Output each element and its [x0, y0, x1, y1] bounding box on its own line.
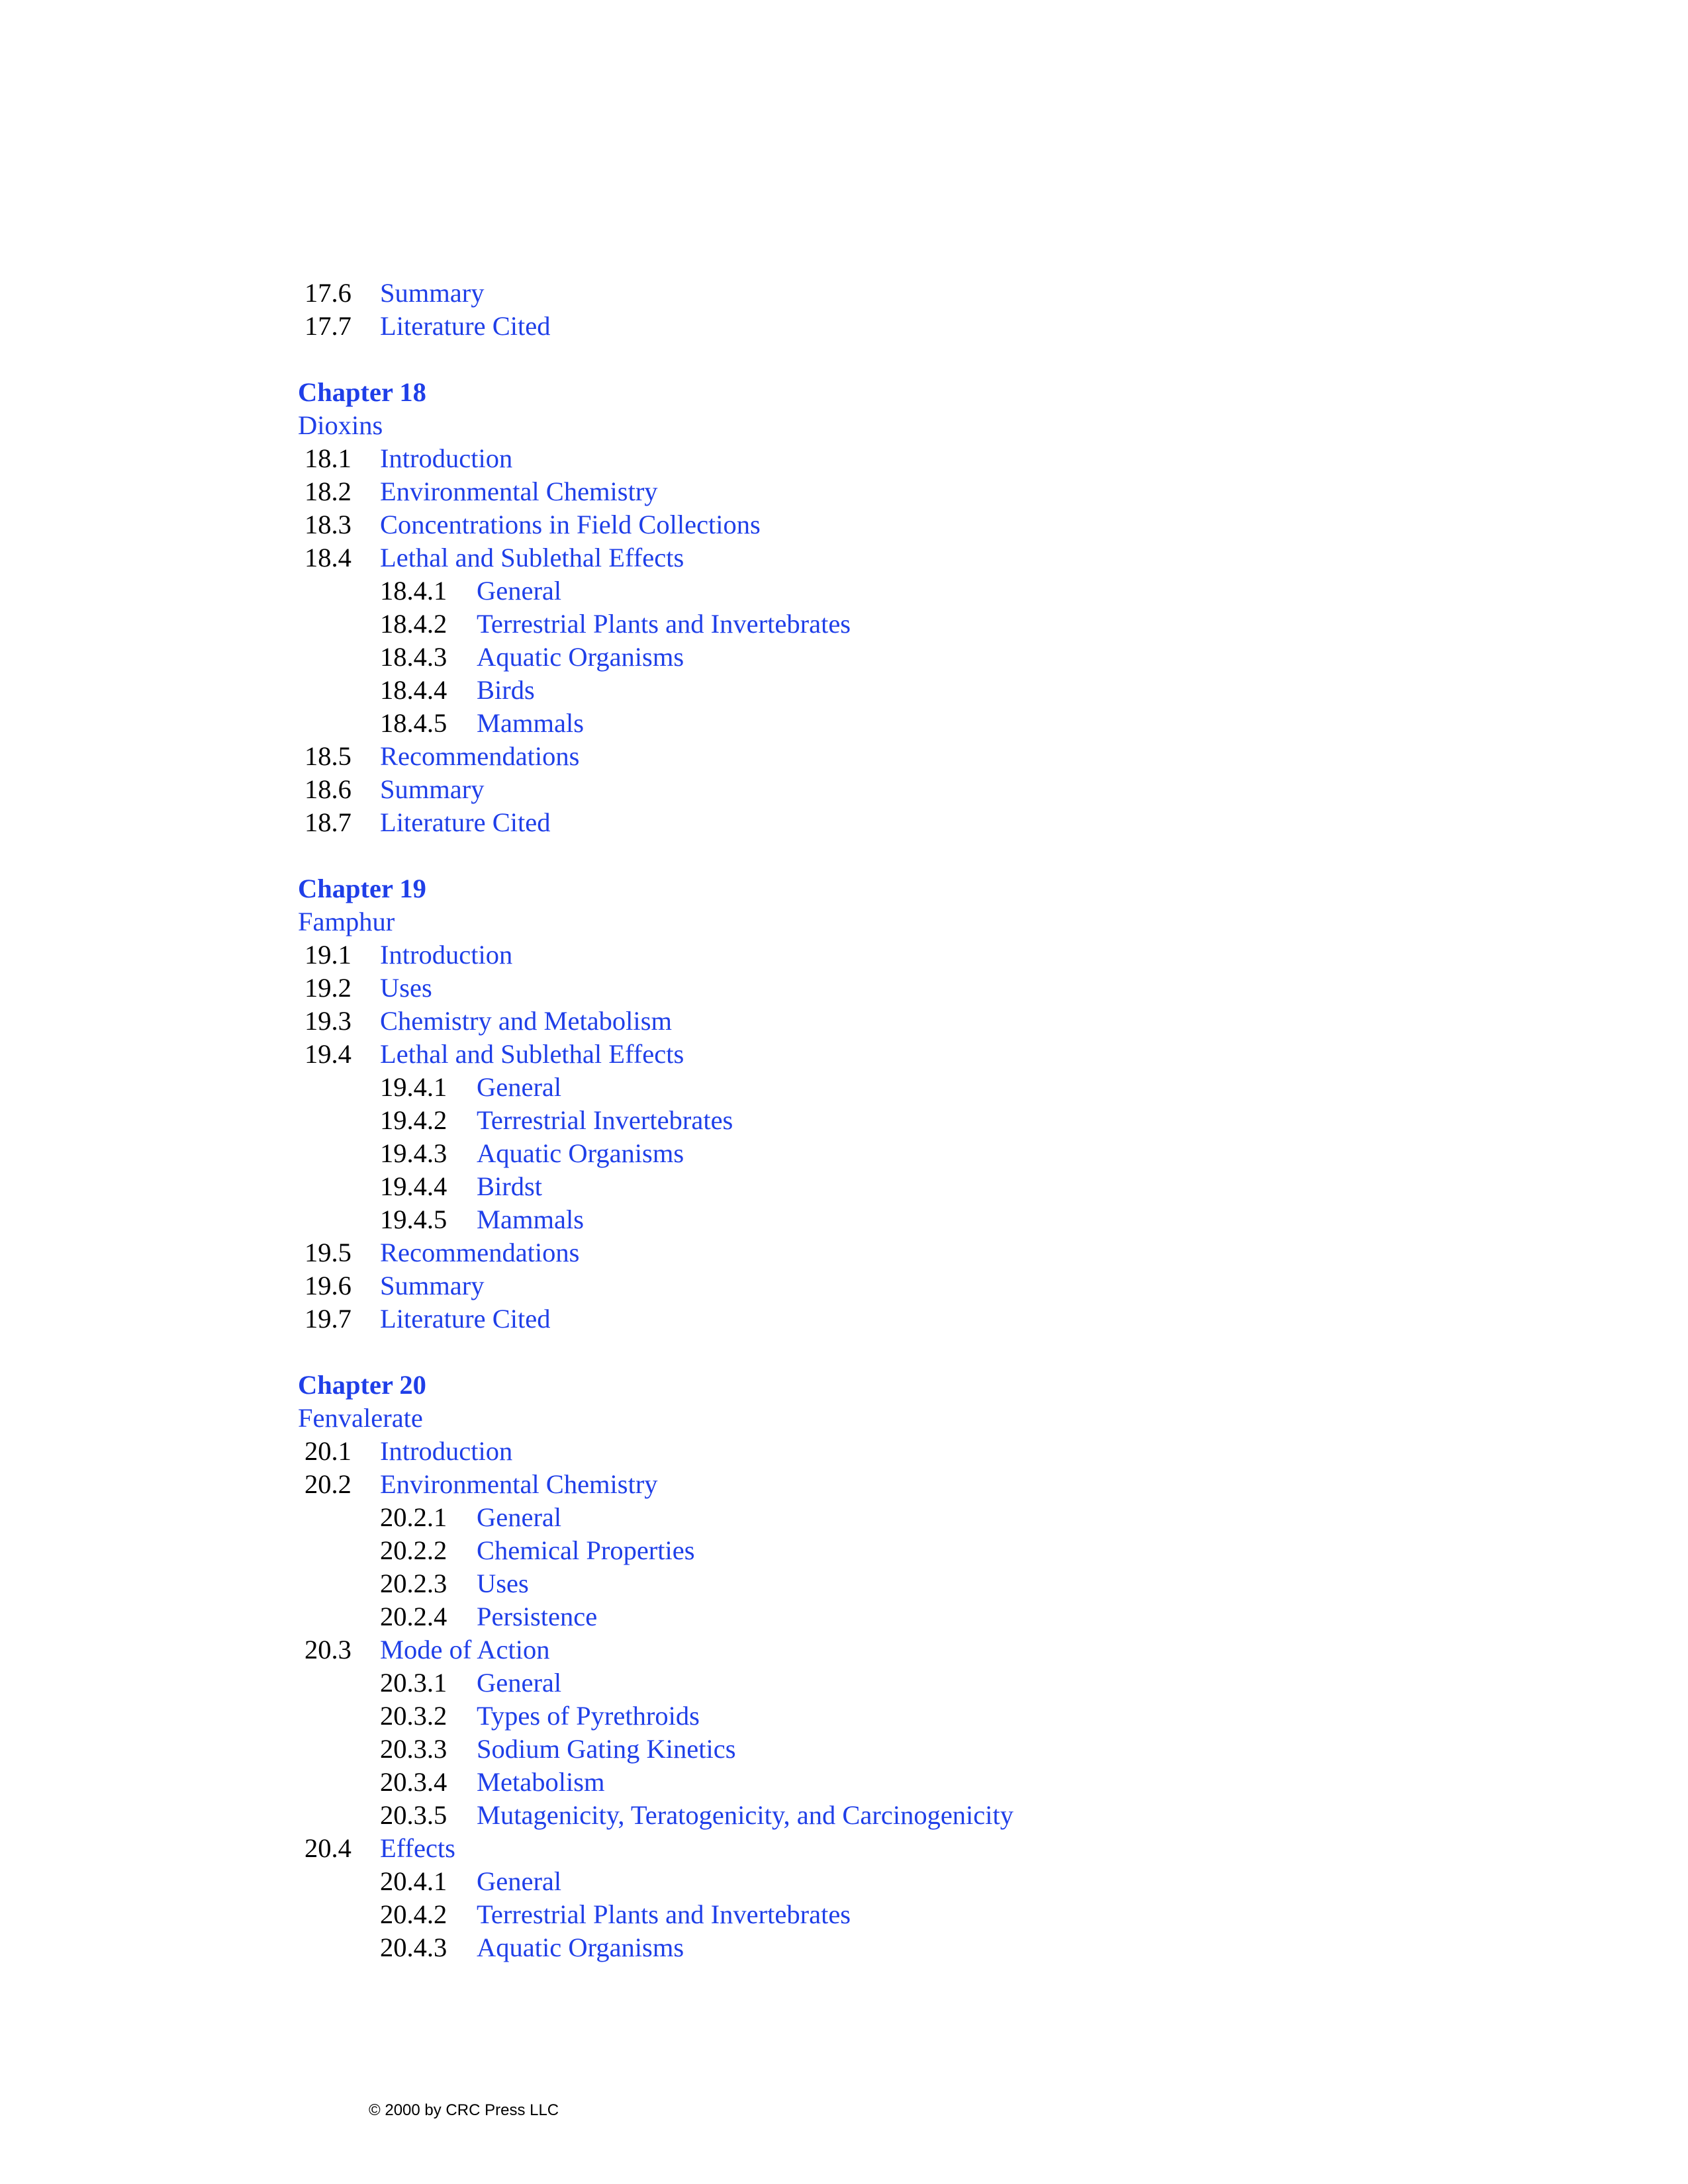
toc-entry-link[interactable]: Lethal and Sublethal Effects [380, 1039, 684, 1069]
toc-entry-number: 18.4 [305, 543, 352, 572]
toc-entry-number: 19.4.5 [380, 1205, 447, 1234]
toc-entry-link[interactable]: Introduction [380, 443, 513, 473]
chapter-title-link[interactable]: Famphur [298, 907, 395, 936]
toc-entry-number: 20.3.3 [380, 1734, 447, 1764]
toc-entry-link[interactable]: Summary [380, 278, 485, 308]
toc-entry-number: 18.2 [305, 477, 352, 506]
toc-entry-number: 18.4.4 [380, 675, 447, 705]
toc-entry-number: 19.4.1 [380, 1072, 447, 1102]
toc-entry-link[interactable]: Summary [380, 1271, 485, 1300]
chapter-title-link[interactable]: Dioxins [298, 410, 383, 440]
toc-entry-link[interactable]: Types of Pyrethroids [477, 1701, 700, 1731]
toc-entry-link[interactable]: General [477, 576, 562, 606]
toc-entry-number: 18.4.2 [380, 609, 447, 639]
toc-entry-number: 17.6 [305, 278, 352, 308]
toc-entry-number: 20.1 [305, 1436, 352, 1466]
toc-entry-link[interactable]: Aquatic Organisms [477, 1138, 684, 1168]
toc-entry-link[interactable]: Environmental Chemistry [380, 1469, 658, 1499]
toc-entry-link[interactable]: Literature Cited [380, 807, 551, 837]
toc-entry-link[interactable]: Mammals [477, 1205, 584, 1234]
toc-entry-number: 19.3 [305, 1006, 352, 1036]
toc-entry-link[interactable]: Summary [380, 774, 485, 804]
toc-entry-link[interactable]: Sodium Gating Kinetics [477, 1734, 736, 1764]
toc-entry-link[interactable]: Metabolism [477, 1767, 605, 1797]
chapter-label-link[interactable]: Chapter 20 [298, 1370, 426, 1400]
toc-entry-number: 18.1 [305, 443, 352, 473]
toc-entry-number: 20.2.1 [380, 1502, 447, 1532]
toc-entry-number: 18.7 [305, 807, 352, 837]
toc-entry-link[interactable]: General [477, 1668, 562, 1698]
toc-entry-number: 20.3.2 [380, 1701, 447, 1731]
toc-entry-number: 19.1 [305, 940, 352, 970]
toc-entry-link[interactable]: Literature Cited [380, 1304, 551, 1334]
chapter-label-link[interactable]: Chapter 19 [298, 874, 426, 903]
toc-entry-number: 18.6 [305, 774, 352, 804]
toc-entry-link[interactable]: General [477, 1866, 562, 1896]
toc-entry-number: 18.4.1 [380, 576, 447, 606]
toc-entry-number: 20.2 [305, 1469, 352, 1499]
toc-entry-number: 19.2 [305, 973, 352, 1003]
toc-entry-number: 18.4.5 [380, 708, 447, 738]
toc-entry-link[interactable]: Chemistry and Metabolism [380, 1006, 672, 1036]
toc-entry-link[interactable]: Concentrations in Field Collections [380, 510, 761, 539]
toc-entry-link[interactable]: General [477, 1072, 562, 1102]
chapter-title-link[interactable]: Fenvalerate [298, 1403, 423, 1433]
toc-entry-number: 19.5 [305, 1238, 352, 1267]
toc-entry-link[interactable]: Terrestrial Plants and Invertebrates [477, 609, 851, 639]
toc-entry-link[interactable]: Mutagenicity, Teratogenicity, and Carcinogenicity [477, 1800, 1014, 1830]
toc-entry-number: 18.3 [305, 510, 352, 539]
toc-entry-link[interactable]: Lethal and Sublethal Effects [380, 543, 684, 572]
toc-entry-link[interactable]: Aquatic Organisms [477, 1933, 684, 1962]
toc-entry-link[interactable]: Environmental Chemistry [380, 477, 658, 506]
toc-entry-link[interactable]: Introduction [380, 1436, 513, 1466]
toc-entry-link[interactable]: Recommendations [380, 741, 580, 771]
toc-entry-link[interactable]: Uses [477, 1569, 529, 1598]
toc-entry-number: 19.4.2 [380, 1105, 447, 1135]
toc-entry-number: 20.2.3 [380, 1569, 447, 1598]
toc-entry-number: 19.7 [305, 1304, 352, 1334]
toc-entry-number: 18.4.3 [380, 642, 447, 672]
toc-entry-number: 19.4.4 [380, 1171, 447, 1201]
toc-entry-link[interactable]: Literature Cited [380, 311, 551, 341]
toc-entry-number: 20.3.4 [380, 1767, 447, 1797]
toc-entry-number: 20.3 [305, 1635, 352, 1664]
toc-entry-link[interactable]: Persistence [477, 1602, 598, 1631]
toc-entry-number: 18.5 [305, 741, 352, 771]
toc-entry-link[interactable]: Uses [380, 973, 432, 1003]
toc-entry-number: 20.2.4 [380, 1602, 447, 1631]
toc-entry-number: 19.4 [305, 1039, 352, 1069]
toc-entry-number: 19.4.3 [380, 1138, 447, 1168]
toc-entry-link[interactable]: Birdst [477, 1171, 543, 1201]
copyright-footer: © 2000 by CRC Press LLC [369, 2101, 559, 2119]
toc-entry-number: 20.4.3 [380, 1933, 447, 1962]
toc-entry-link[interactable]: Aquatic Organisms [477, 642, 684, 672]
toc-entry-link[interactable]: Mammals [477, 708, 584, 738]
toc-entry-link[interactable]: Birds [477, 675, 535, 705]
toc-entry-link[interactable]: Mode of Action [380, 1635, 550, 1664]
toc-entry-link[interactable]: Effects [380, 1833, 455, 1863]
toc-entry-link[interactable]: Introduction [380, 940, 513, 970]
toc-entry-number: 19.6 [305, 1271, 352, 1300]
toc-entry-number: 20.4.1 [380, 1866, 447, 1896]
toc-entry-number: 20.3.5 [380, 1800, 447, 1830]
toc-entry-number: 17.7 [305, 311, 352, 341]
chapter-label-link[interactable]: Chapter 18 [298, 377, 426, 407]
toc-entry-link[interactable]: Terrestrial Plants and Invertebrates [477, 1899, 851, 1929]
toc-entry-number: 20.2.2 [380, 1535, 447, 1565]
toc-entry-number: 20.4 [305, 1833, 352, 1863]
toc-entry-link[interactable]: Terrestrial Invertebrates [477, 1105, 733, 1135]
toc-entry-number: 20.4.2 [380, 1899, 447, 1929]
toc-entry-link[interactable]: General [477, 1502, 562, 1532]
toc-entry-link[interactable]: Recommendations [380, 1238, 580, 1267]
toc-entry-number: 20.3.1 [380, 1668, 447, 1698]
toc-entry-link[interactable]: Chemical Properties [477, 1535, 695, 1565]
